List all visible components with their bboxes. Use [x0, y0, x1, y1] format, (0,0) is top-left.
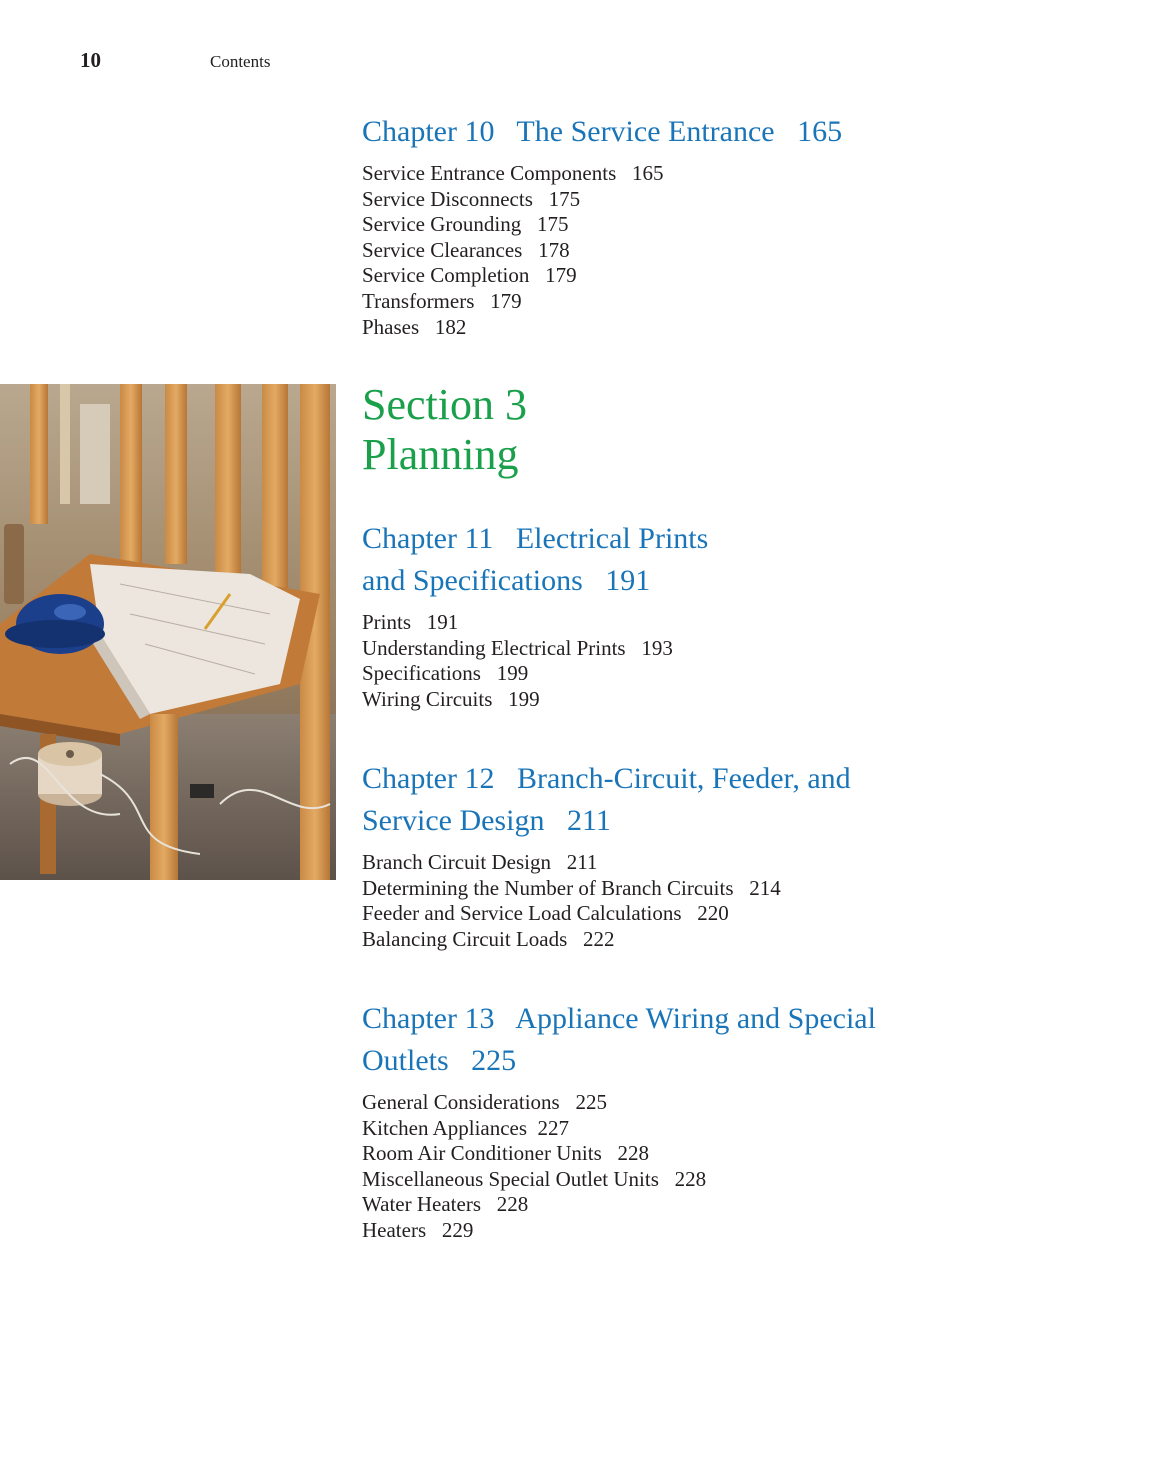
- toc-entry[interactable]: Feeder and Service Load Calculations 220: [362, 901, 729, 926]
- chapter-13-title-line2: Outlets 225: [362, 1044, 517, 1077]
- toc-entry[interactable]: Water Heaters 228: [362, 1192, 529, 1217]
- chapter-10-title[interactable]: [362, 111, 962, 153]
- toc-entry[interactable]: Understanding Electrical Prints 193: [362, 635, 673, 660]
- chapter-12-entries: [362, 850, 962, 952]
- chapter-10-title-line1: Chapter 10 The Service Entrance 165: [362, 115, 843, 148]
- toc-entry[interactable]: Balancing Circuit Loads 222: [362, 926, 615, 951]
- toc-entry[interactable]: Prints 191: [362, 610, 459, 634]
- toc-entry[interactable]: Service Entrance Components 165: [362, 161, 664, 185]
- toc-entry[interactable]: Service Disconnects 175: [362, 186, 581, 211]
- chapter-13-title[interactable]: [362, 998, 962, 1082]
- chapter-10-entries: [362, 161, 962, 340]
- toc-entry[interactable]: Phases 182: [362, 314, 467, 339]
- chapter-13-entries: [362, 1090, 962, 1244]
- chapter-11-title[interactable]: [362, 518, 962, 602]
- chapter-11-entries: [362, 610, 962, 712]
- chapter-11-title-line2: and Specifications 191: [362, 564, 651, 597]
- toc-entry[interactable]: Miscellaneous Special Outlet Units 228: [362, 1166, 707, 1191]
- section-title: [362, 380, 527, 480]
- section-title-line1: Section 3: [362, 380, 527, 429]
- toc-entry[interactable]: Service Clearances 178: [362, 237, 570, 262]
- toc-entry[interactable]: Service Grounding 175: [362, 212, 569, 237]
- toc-entry[interactable]: Room Air Conditioner Units 228: [362, 1141, 650, 1166]
- chapter-13-title-line1: Chapter 13 Appliance Wiring and Special: [362, 1002, 876, 1035]
- chapter-12-block: [362, 758, 962, 952]
- toc-entry[interactable]: Wiring Circuits 199: [362, 686, 540, 711]
- toc-entry[interactable]: Kitchen Appliances 227: [362, 1115, 570, 1140]
- page-number: 10: [80, 48, 101, 72]
- chapter-12-title-line1: Chapter 12 Branch-Circuit, Feeder, and: [362, 762, 851, 795]
- toc-entry[interactable]: Transformers 179: [362, 288, 522, 313]
- construction-blueprints-photo: [0, 384, 336, 880]
- chapter-13-block: [362, 998, 962, 1244]
- toc-entry[interactable]: Service Completion 179: [362, 263, 577, 288]
- chapter-11-title-line1: Chapter 11 Electrical Prints: [362, 522, 709, 555]
- chapter-11-block: [362, 518, 962, 712]
- toc-entry[interactable]: Specifications 199: [362, 661, 529, 686]
- toc-entry[interactable]: Heaters 229: [362, 1217, 474, 1242]
- chapter-12-title[interactable]: [362, 758, 962, 842]
- chapter-10-block: [362, 111, 962, 340]
- section-title-line2: Planning: [362, 430, 519, 479]
- chapter-12-title-line2: Service Design 211: [362, 804, 611, 837]
- running-title: Contents: [210, 52, 271, 71]
- toc-entry[interactable]: Determining the Number of Branch Circuits 214: [362, 875, 781, 900]
- toc-entry[interactable]: General Considerations 225: [362, 1090, 607, 1114]
- toc-entry[interactable]: Branch Circuit Design 211: [362, 850, 598, 874]
